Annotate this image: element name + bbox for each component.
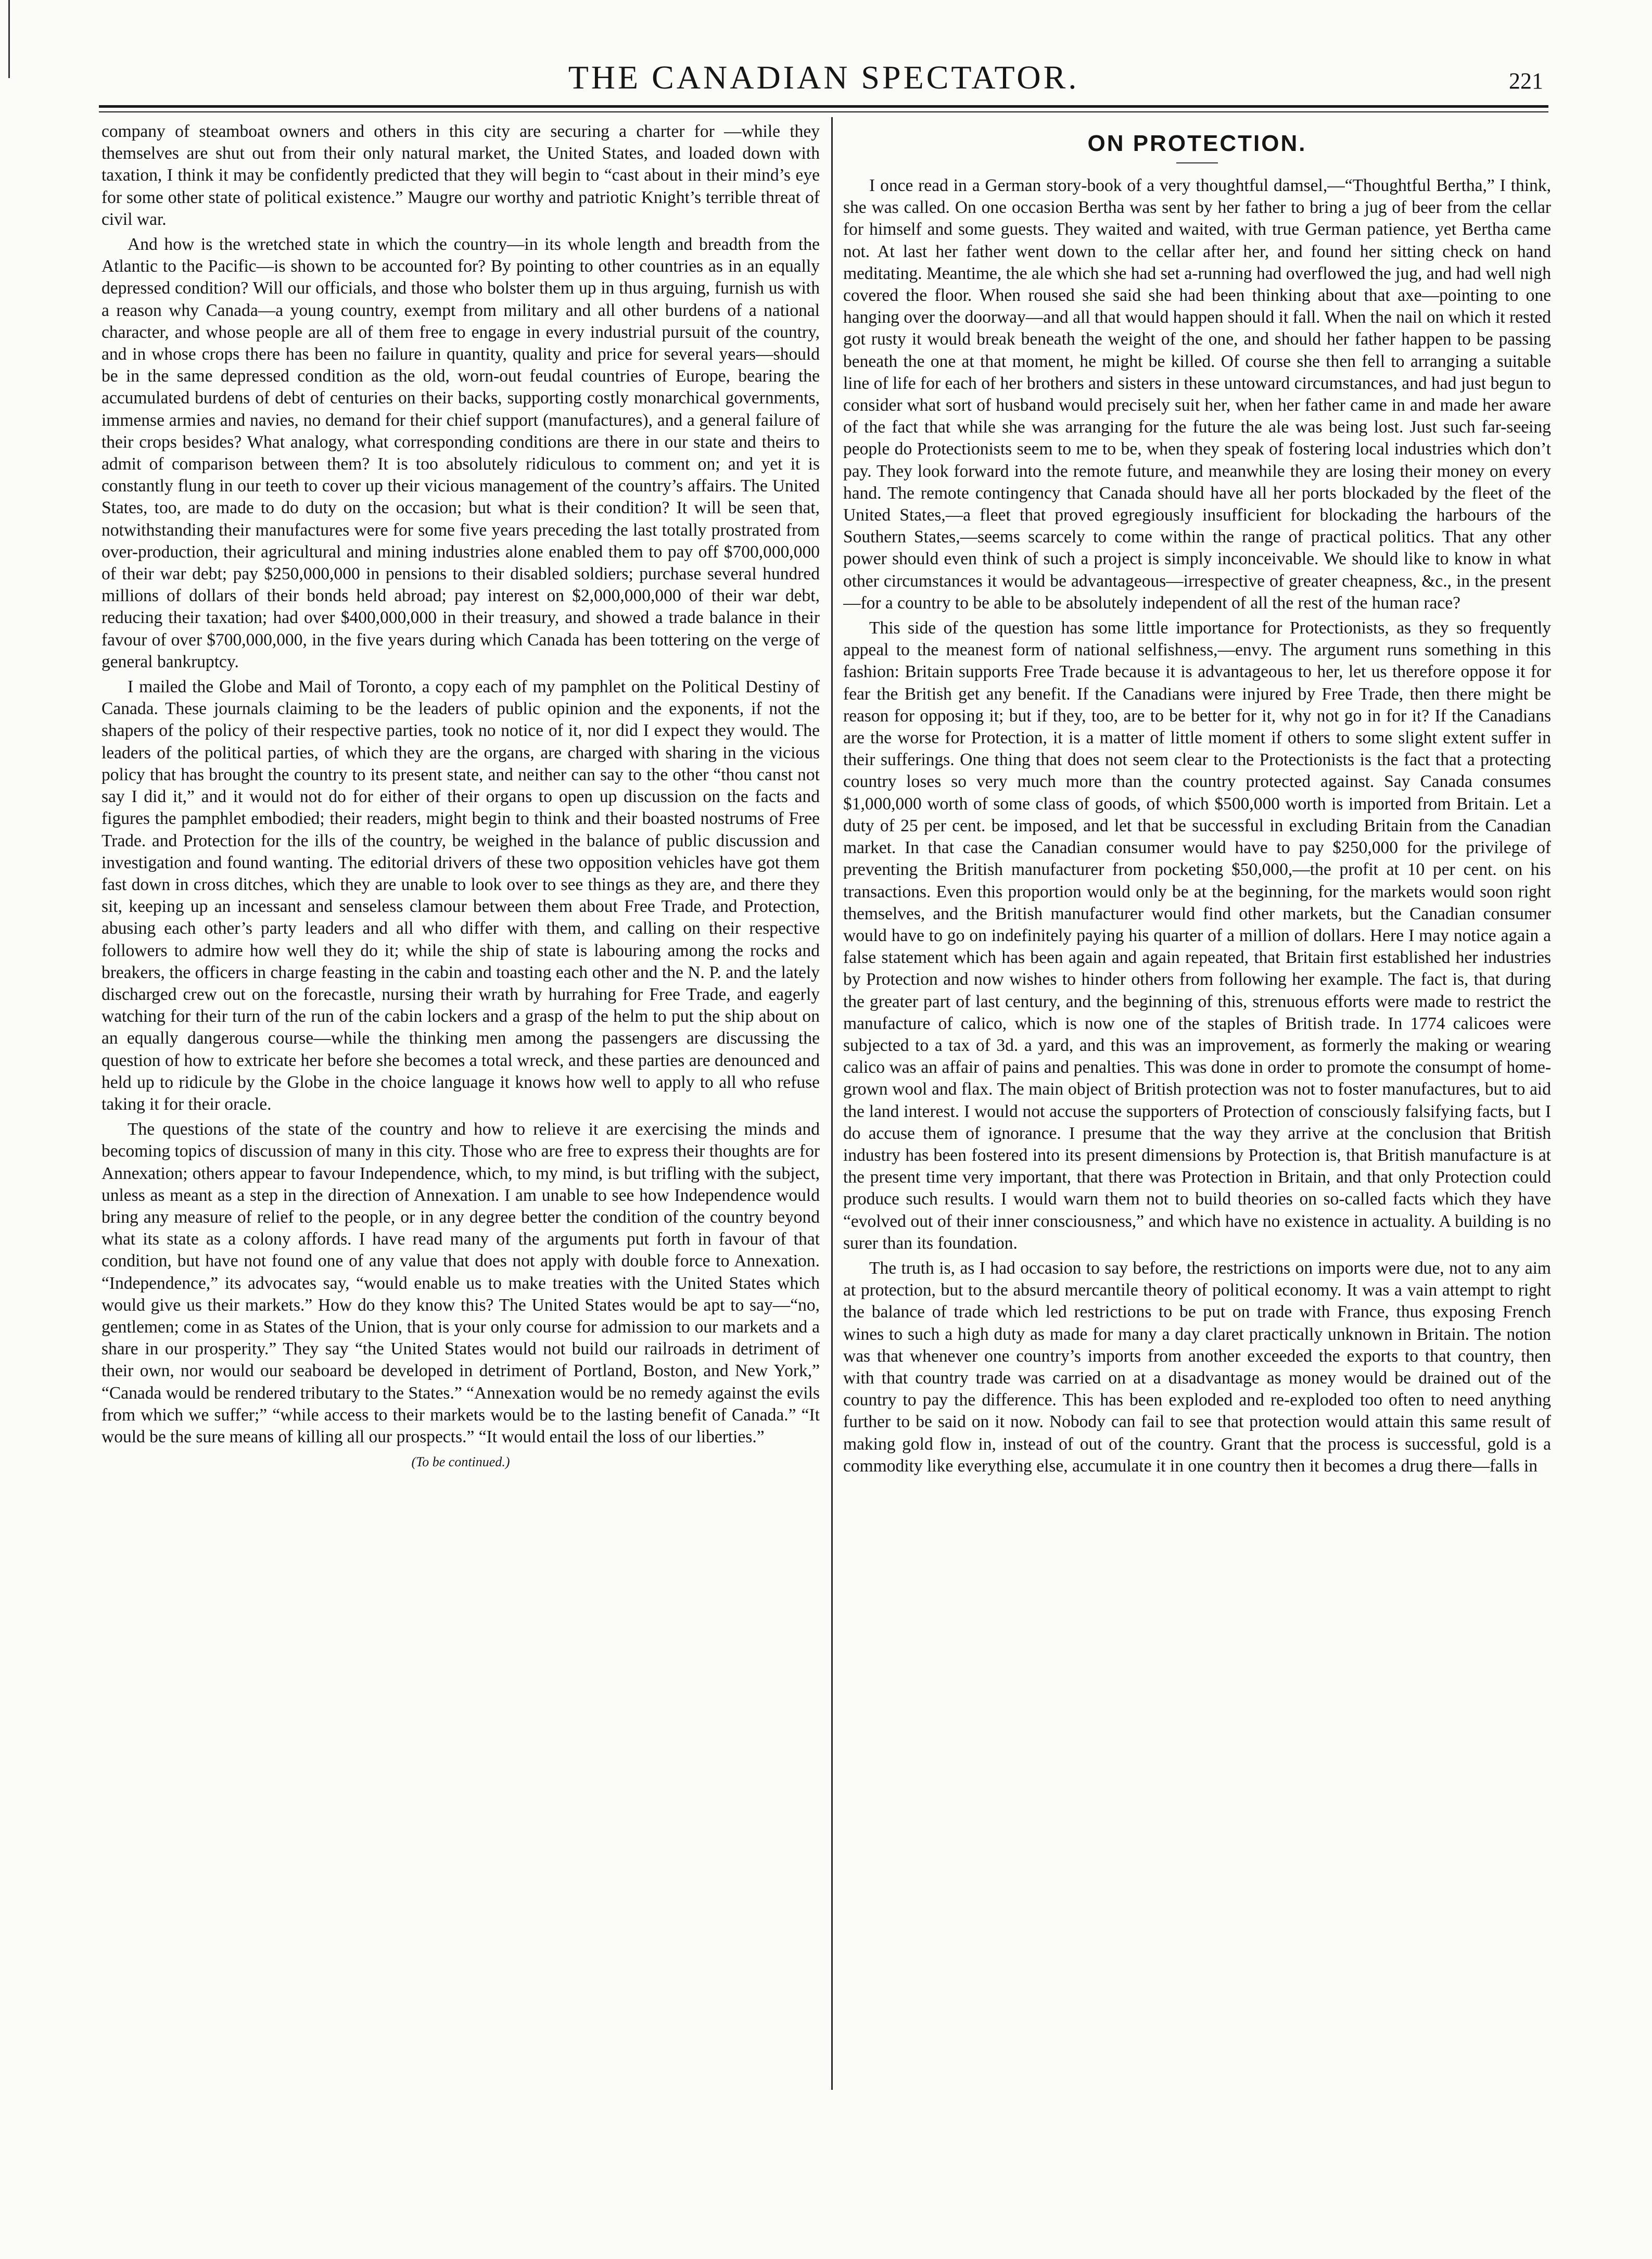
- left-paragraph: And how is the wretched state in which the country—in its whole length and breadth from the Atlantic to the Pacific—is shown to be accounted for? By pointing to other countries as in an equally depressed condition? Will our officials, and those who bolster them up in thus arguing, furnish us with a reason why Canada—a young country, exempt from military and all other burdens of a national character, and whose people are all of them free to engage in every industrial pursuit of the country, and in whose crops there has been no failure in quantity, quality and price for several years—should be in the same depressed condition as the old, worn-out feudal countries of Europe, bearing the accumulated burdens of debt of centuries on their backs, supporting costly monarchical governments, immense armies and navies, no demand for their chief support (manufactures), and a general failure of their crops besides? What analogy, what corresponding conditions are there in our state and theirs to admit of comparison between them? It is too absolutely ridiculous to comment on; and yet it is constantly flung in our teeth to cover up their vicious management of the country’s affairs. The United States, too, are made to do duty on the occasion; but what is their condition? It will be seen that, notwithstanding their manufactures were for some five years preceding the last totally prostrated from over-production, their agricultural and mining industries alone enabled them to pay off $700,000,000 of their war debt; pay $250,000,000 in pensions to their disabled soldiers; purchase several hundred millions of dollars of their bonds held abroad; pay interest on $2,000,000,000 of their war debt, reducing their taxation; had over $400,000,000 in their treasury, and showed a trade balance in their favour of over $700,000,000, in the five years during which Canada has been tottering on the verge of general bankruptcy.: [101, 235, 820, 671]
- publication-title: THE CANADIAN SPECTATOR.: [568, 59, 1079, 96]
- right-paragraph: I once read in a German story-book of a very thoughtful damsel,—“Thoughtful Bertha,” I think, she was called. On one occasion Bertha was sent by her father to bring a jug of beer from the cellar for himself and some guests. They waited and waited, with true German patience, yet Bertha came not. At last her father went down to the cellar after her, and found her sitting check on hand meditating. Meantime, the ale which she had set a-running had overflowed the jug, and had well nigh covered the floor. When roused she said she had been thinking about that axe—pointing to one hanging over the doorway—and all that would happen should it fall. When the nail on which it rested got rusty it would break beneath the weight of the one, and should her father happen to be passing beneath the one at that moment, he might be killed. Of course she then fell to arranging a suitable line of life for each of her brothers and sisters in these untoward circumstances, and had just begun to consider what sort of husband would precisely suit her, when her father came in and made her aware of the fact that while she was arranging for the future the ale was being lost. Just such far-seeing people do Protectionists seem to me to be, when they speak of fostering local industries which don’t pay. They look forward into the remote future, and meanwhile they are losing their money on every hand. The remote contingency that Canada should have all her ports blockaded by the fleet of the United States,—a fleet that proved egregiously insufficient for blockading the harbours of the Southern States,—seems scarcely to come within the range of practical politics. That any other power should even think of such a project is simply inconceivable. We should like to know in what other circumstances it would be advantageous—irrespective of greater cheapness, &c., in the present—for a country to be able to be absolutely independent of all the rest of the human race?: [843, 176, 1551, 613]
- header-rule-thick: [99, 105, 1548, 108]
- page-number: 221: [1509, 68, 1543, 94]
- header-rule-thin: [99, 111, 1548, 112]
- title-rule: [1176, 162, 1218, 163]
- left-paragraph: company of steamboat owners and others in this city are securing a charter for —while they themselves are shut out from their only natural market, the United States, and loaded down with taxation, I think it may be confidently predicted that they will begin to “cast about in their mind’s eye for some other state of political existence.” Maugre our worthy and patriotic Knight’s terrible threat of civil war.: [101, 122, 820, 229]
- right-paragraph: This side of the question has some little importance for Protectionists, as they so frequently appeal to the meanest form of national selfishness,—envy. The argument runs something in this fashion: Britain supports Free Trade because it is advantageous to her, let us therefore oppose it for fear the British get any benefit. If the Canadians were injured by Free Trade, then there might be reason for opposing it; but if they, too, are to be better for it, why not go in for it? If the Canadians are the worse for Protection, it is a matter of little moment if others to some slight extent suffer in their sufferings. One thing that does not seem clear to the Protectionists is the fact that a protecting country loses so very much more than the country protected against. Say Canada consumes $1,000,000 worth of some class of goods, of which $500,000 worth is imported from Britain. Let a duty of 25 per cent. be imposed, and let that be successful in excluding Britain from the Canadian market. In that case the Canadian consumer would have to pay $250,000 for the privilege of preventing the British manufacturer from pocketing $50,000,—the profit at 10 per cent. on his transactions. Even this proportion would only be at the beginning, for the markets would soon right themselves, and the British manufacturer would find other markets, but the Canadian consumer would have to go on indefinitely paying his quarter of a million of dollars. Here I may notice again a false statement which has been again and again repeated, that Britain first established her industries by Protection and now wishes to hinder others from following her example. The fact is, that during the greater part of last century, and the beginning of this, strenuous efforts were made to restrict the manufacture of calico, which is now one of the staples of British trade. In 1774 calicoes were subjected to a tax of 3d. a yard, and this was an improvement, as formerly the making or wearing calico was an affair of pains and penalties. This was done in order to promote the consumpt of home-grown wool and flax. The main object of British protection was not to foster manufactures, but to aid the land interest. I would not accuse the supporters of Protection of consciously falsifying facts, but I do accuse them of ignorance. I presume that the way they arrive at the conclusion that British industry has been fostered into its present dimensions by Protection is, that British manufacture is at the present time very important, that there was Protection in Britain, and that only Protection could produce such results. I would warn them not to build theories on so-called facts which they have “evolved out of their inner consciousness,” and which have no existence in actuality. A building is no surer than its foundation.: [843, 618, 1551, 1253]
- left-paragraph: I mailed the Globe and Mail of Toronto, a copy each of my pamphlet on the Political Destiny of Canada. These journals claiming to be the leaders of public opinion and the exponents, if not the shapers of the policy of their respective parties, took no notice of it, nor did I expect they would. The leaders of the political parties, of which they are the organs, are charged with sharing in the vicious policy that has brought the country to its present state, and neither can say to the other “thou canst not say I did it,” and it would not do for either of their organs to open up discussion on the facts and figures the pamphlet embodied; their readers, might begin to think and their boasted nostrums of Free Trade. and Protection for the ills of the country, be weighed in the balance of public discussion and investigation and found wanting. The editorial drivers of these two opposition vehicles have got them fast down in cross ditches, which they are unable to look over to see things as they are, and there they sit, keeping up an incessant and senseless clamour between them about Free Trade, and Protection, abusing each other’s party leaders and all who differ with them, and calling on their respective followers to admire how well they do it; while the ship of state is labouring among the rocks and breakers, the officers in charge feasting in the cabin and toasting each other and the N. P. and the lately discharged crew out on the forecastle, nursing their wrath by hurrahing for Free Trade, and eagerly watching for their turn of the run of the cabin lockers and a grasp of the helm to put the ship about on an equally dangerous course—while the thinking men among the passengers are discussing the question of how to extricate her before she becomes a total wreck, and these parties are denounced and held up to ridicule by the Globe in the choice language it knows how well to apply to all who refuse taking it for their oracle.: [101, 677, 820, 1114]
- left-column: [101, 121, 820, 2088]
- page-edge-mark: [8, 0, 10, 78]
- article-title: ON PROTECTION.: [1087, 131, 1307, 156]
- continued-note: (To be continued.): [411, 1454, 510, 1470]
- right-paragraph: The truth is, as I had occasion to say before, the restrictions on imports were due, not to any aim at protection, but to the absurd mercantile theory of political economy. It was a vain attempt to right the balance of trade which led restrictions to be put on trade with France, thus exposing French wines to such a high duty as made for many a day claret practically unknown in Britain. The notion was that whenever one country’s imports from another exceeded the exports to that country, then with that country trade was carried on at a disadvantage as money would be drained out of the country to pay the difference. This has been exploded and re-exploded too often to need anything further to be said on it now. Nobody can fail to see that protection would attain this same result of making gold flow in, instead of out of the country. Grant that the process is successful, gold is a commodity like everything else, accumulate it in one country then it becomes a drug there—falls in: [843, 1258, 1551, 1476]
- left-paragraph: The questions of the state of the country and how to relieve it are exercising the minds and becoming topics of discussion of many in this city. Those who are free to express their thoughts are for Annexation; others appear to favour Independence, which, to my mind, is but trifling with the subject, unless as meant as a step in the direction of Annexation. I am unable to see how Independence would bring any measure of relief to the people, or in any degree better the condition of the country beyond what its state as a colony affords. I have read many of the arguments put forth in favour of that condition, but have not found one of any value that does not apply with double force to Annexation. “Independence,” its advocates say, “would enable us to make treaties with the United States which would give us their markets.” How do they know this? The United States would be apt to say—“no, gentlemen; come in as States of the Union, that is your only course for admission to our markets and a share in our prosperity.” They say “the United States would not build our railroads in detriment of their own, nor would our seaboard be developed in detriment of Portland, Boston, and New York,” “Canada would be rendered tributary to the States.” “Annexation would be no remedy against the evils from which we suffer;” “while access to their markets would be to the lasting benefit of Canada.” “It would be the sure means of killing all our prospects.” “It would entail the loss of our liberties.”: [101, 1120, 820, 1446]
- column-divider: [831, 117, 833, 2090]
- page-header: [99, 56, 1548, 103]
- right-column: [843, 121, 1551, 2088]
